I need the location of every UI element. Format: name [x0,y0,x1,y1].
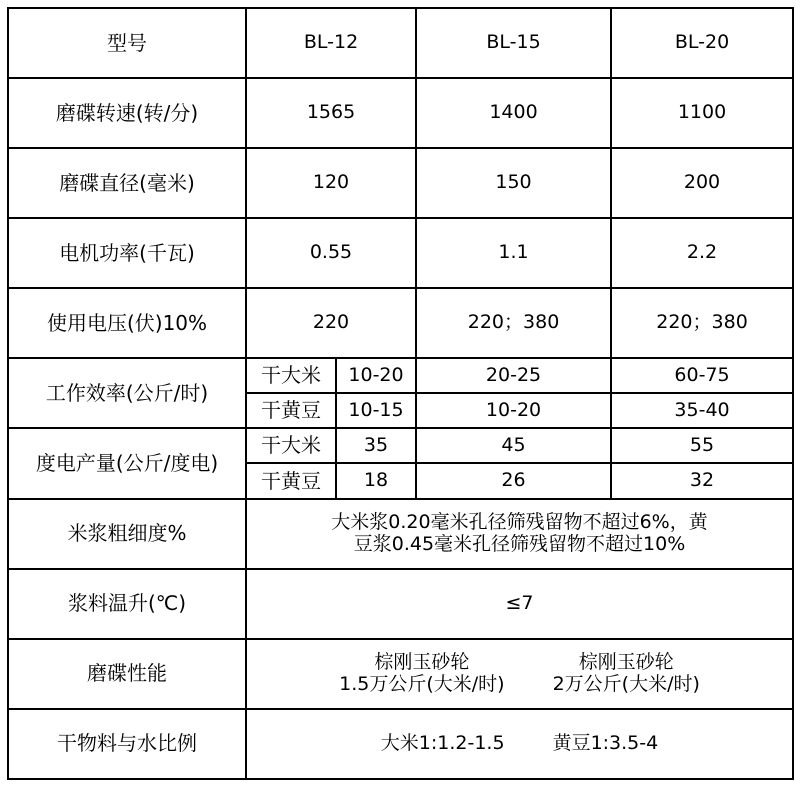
temp-label: 浆料温升(℃) [8,569,246,639]
ratio-rice: 大米1:1.2-1.5 [380,731,505,754]
output-sub-soy: 干黄豆 [246,463,336,498]
output-soy-bl12: 18 [336,463,416,498]
temp-value: ≤7 [246,569,793,639]
speed-bl15: 1400 [416,78,611,148]
ratio-pair [247,733,792,755]
power-bl15: 1.1 [416,218,611,288]
voltage-bl20: 220；380 [611,288,793,358]
output-rice-bl15: 45 [416,428,611,463]
model-bl12: BL-12 [246,8,416,78]
disc-right-line1: 棕刚玉砂轮 [578,650,674,673]
efficiency-row-rice [8,358,793,393]
model-bl20: BL-20 [611,8,793,78]
efficiency-sub-rice: 干大米 [246,358,336,393]
disc-left [339,652,504,696]
efficiency-rice-bl20: 60-75 [611,358,793,393]
ratio-label: 干物料与水比例 [8,709,246,779]
power-label: 电机功率(千瓦) [8,218,246,288]
efficiency-label: 工作效率(公斤/时) [8,358,246,428]
efficiency-sub-soy: 干黄豆 [246,393,336,428]
voltage-bl12: 220 [246,288,416,358]
disc-pair [247,652,792,696]
output-label: 度电产量(公斤/度电) [8,428,246,498]
spec-table [7,7,794,780]
efficiency-soy-bl20: 35-40 [611,393,793,428]
output-rice-bl20: 55 [611,428,793,463]
disc-label: 磨碟性能 [8,639,246,709]
disc-value [246,639,793,709]
power-bl12: 0.55 [246,218,416,288]
power-bl20: 2.2 [611,218,793,288]
efficiency-rice-bl12: 10-20 [336,358,416,393]
diameter-bl15: 150 [416,148,611,218]
fineness-row [8,499,793,569]
ratio-value [246,709,793,779]
voltage-label: 使用电压(伏)10% [8,288,246,358]
diameter-bl20: 200 [611,148,793,218]
speed-row [8,78,793,148]
efficiency-soy-bl12: 10-15 [336,393,416,428]
disc-left-line2: 1.5万公斤(大米/时) [339,672,505,695]
power-row [8,218,793,288]
output-soy-bl15: 26 [416,463,611,498]
ratio-soy: 黄豆1:3.5-4 [552,731,659,754]
speed-label: 磨碟转速(转/分) [8,78,246,148]
disc-left-line1: 棕刚玉砂轮 [374,650,470,673]
fineness-text-line1: 大米浆0.20毫米孔径筛残留物不超过6%，黄 [331,510,708,533]
voltage-bl15: 220；380 [416,288,611,358]
output-soy-bl20: 32 [611,463,793,498]
diameter-row [8,148,793,218]
fineness-text-line2: 豆浆0.45毫米孔径筛残留物不超过10% [353,532,686,555]
output-rice-bl12: 35 [336,428,416,463]
disc-row [8,639,793,709]
efficiency-soy-bl15: 10-20 [416,393,611,428]
diameter-label: 磨碟直径(毫米) [8,148,246,218]
ratio-row [8,709,793,779]
header-row [8,8,793,78]
disc-right [553,652,700,696]
model-bl15: BL-15 [416,8,611,78]
disc-right-line2: 2万公斤(大米/时) [552,672,700,695]
output-sub-rice: 干大米 [246,428,336,463]
fineness-label: 米浆粗细度% [8,499,246,569]
fineness-text [246,499,793,569]
voltage-row [8,288,793,358]
speed-bl12: 1565 [246,78,416,148]
diameter-bl12: 120 [246,148,416,218]
efficiency-rice-bl15: 20-25 [416,358,611,393]
temp-row [8,569,793,639]
header-label: 型号 [8,8,246,78]
output-row-rice [8,428,793,463]
speed-bl20: 1100 [611,78,793,148]
